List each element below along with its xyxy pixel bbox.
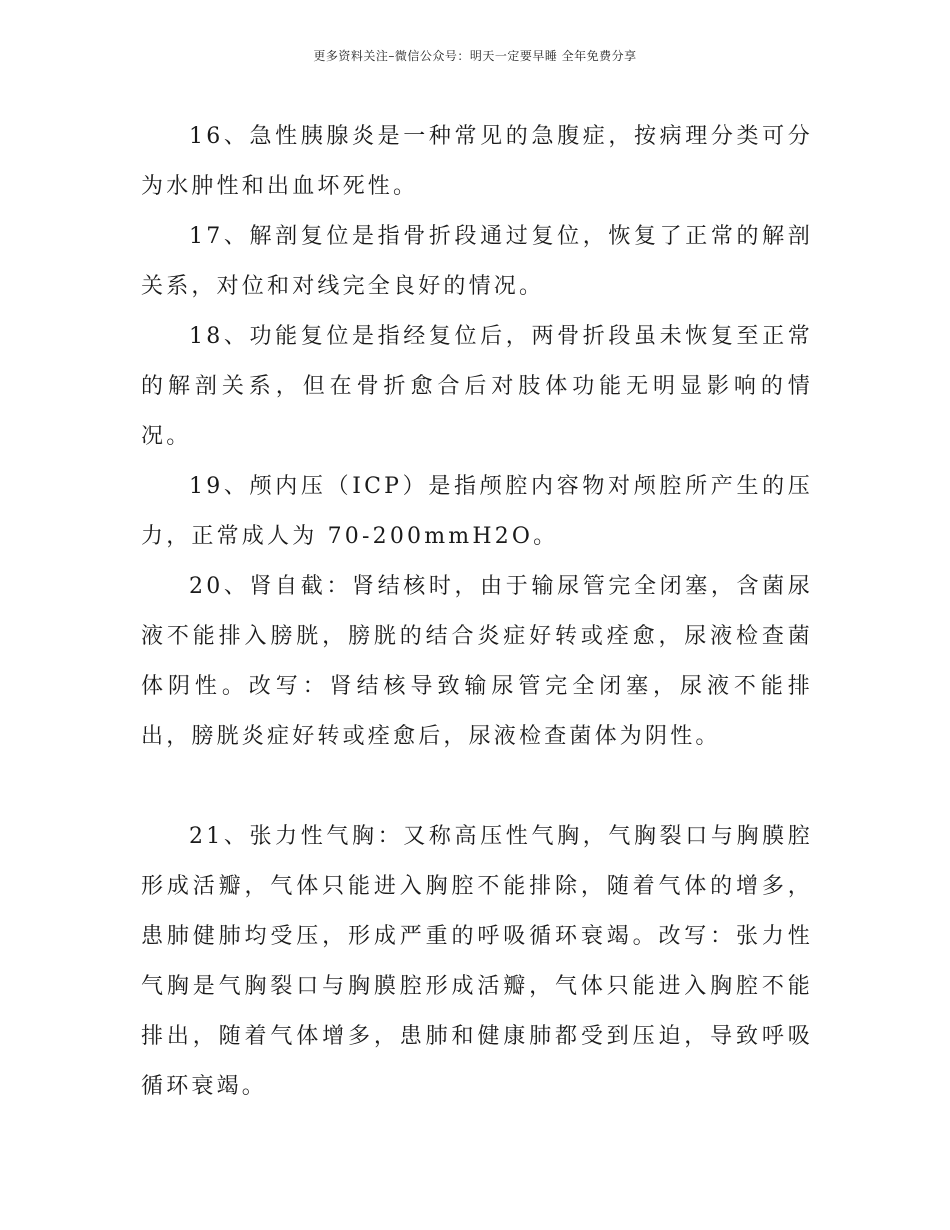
- page-header: 更多资料关注–微信公众号：明天一定要早睡 全年免费分享: [313, 49, 637, 63]
- paragraph-18: 18、功能复位是指经复位后，两骨折段虽未恢复至正常的解剖关系，但在骨折愈合后对肢体功能无明显影响的情况。: [141, 324, 813, 449]
- paragraph-19: 19、颅内压（ICP）是指颅腔内容物对颅腔所产生的压力，正常成人为 70-200mmH2O。: [141, 474, 813, 549]
- paragraph-spacer: [141, 762, 813, 812]
- paragraph-17: 17、解剖复位是指骨折段通过复位，恢复了正常的解剖关系，对位和对线完全良好的情况。: [141, 224, 813, 299]
- paragraph-21: 21、张力性气胸：又称高压性气胸，气胸裂口与胸膜腔形成活瓣，气体只能进入胸腔不能排除，随着气体的增多，患肺健肺均受压，形成严重的呼吸循环衰竭。改写：张力性气胸是气胸裂口与胸膜腔形成活瓣，气体只能进入胸腔不能排出，随着气体增多，患肺和健康肺都受到压迫，导致呼吸循环衰竭。: [141, 824, 813, 1099]
- paragraph-20: 20、肾自截：肾结核时，由于输尿管完全闭塞，含菌尿液不能排入膀胱，膀胱的结合炎症好转或痊愈，尿液检查菌体阴性。改写：肾结核导致输尿管完全闭塞，尿液不能排出，膀胱炎症好转或痊愈后，尿液检查菌体为阴性。: [141, 574, 813, 749]
- document-body: [141, 112, 813, 1112]
- paragraph-16: 16、急性胰腺炎是一种常见的急腹症，按病理分类可分为水肿性和出血坏死性。: [141, 124, 813, 199]
